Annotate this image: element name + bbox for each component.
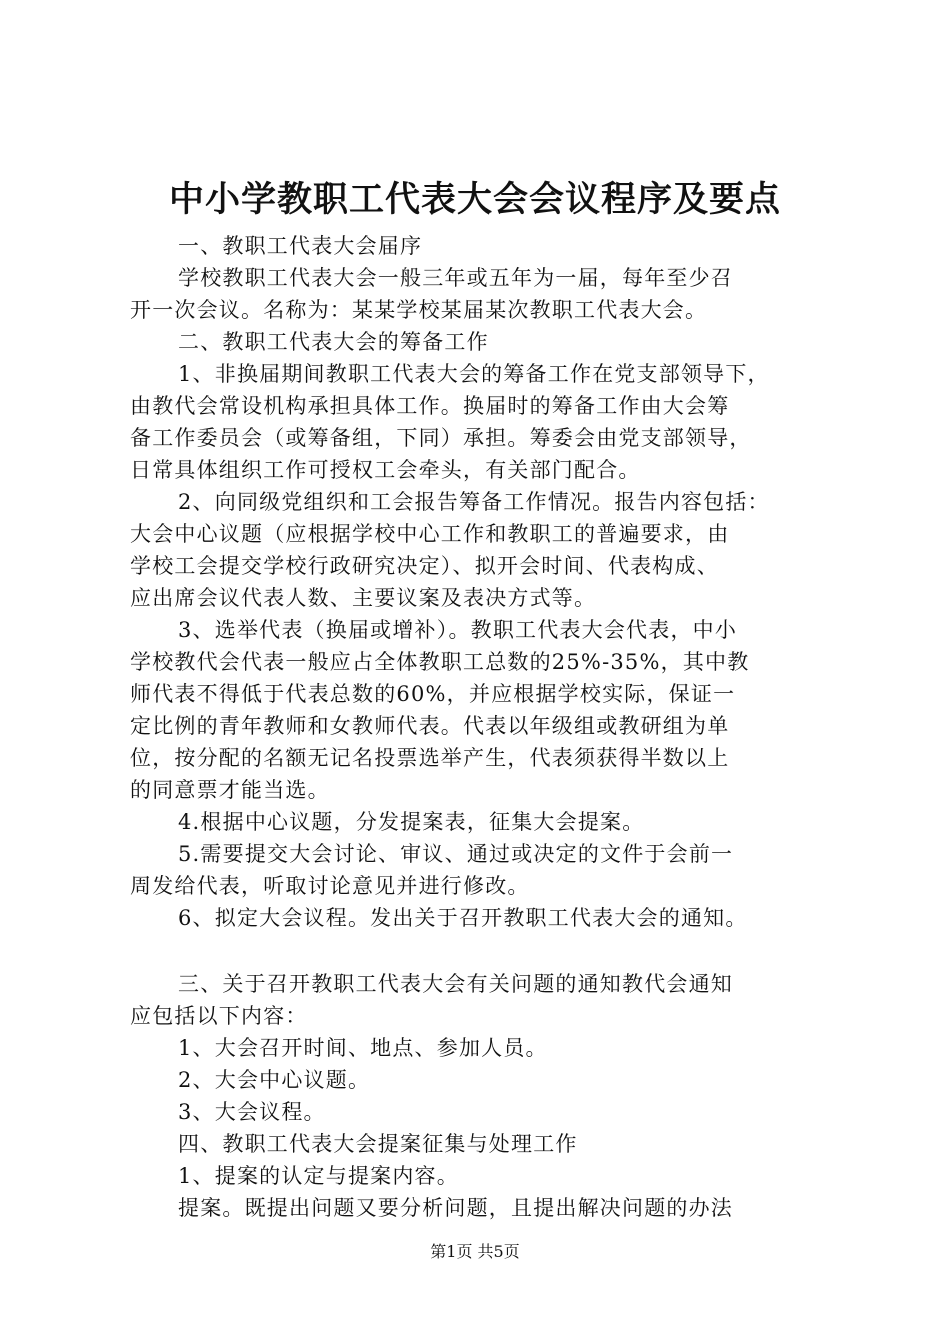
page-footer: 第1页 共5页 (430, 1242, 520, 1261)
section-heading: 二、教职工代表大会的筹备工作 (178, 330, 489, 354)
paragraph-line: 定比例的青年教师和女教师代表。代表以年级组或教研组为单 (130, 714, 730, 738)
section-heading: 三、关于召开教职工代表大会有关问题的通知教代会通知 (178, 972, 733, 996)
paragraph-line: 由教代会常设机构承担具体工作。换届时的筹备工作由大会筹 (130, 394, 730, 418)
paragraph-line: 学校工会提交学校行政研究决定）、拟开会时间、代表构成、 (130, 554, 719, 578)
document-body (130, 230, 830, 1224)
paragraph-line: 6、拟定大会议程。发出关于召开教职工代表大会的通知。 (178, 906, 748, 930)
paragraph-line: 应出席会议代表人数、主要议案及表决方式等。 (130, 586, 597, 610)
blank-line (130, 934, 830, 968)
paragraph-line: 位，按分配的名额无记名投票选举产生，代表须获得半数以上 (130, 746, 730, 770)
paragraph-line: 周发给代表，听取讨论意见并进行修改。 (130, 874, 530, 898)
paragraph-line: 备工作委员会（或筹备组，下同）承担。筹委会由党支部领导， (130, 426, 752, 450)
section-heading: 四、教职工代表大会提案征集与处理工作 (178, 1132, 578, 1156)
paragraph-line: 学校教职工代表大会一般三年或五年为一届，每年至少召 (178, 266, 733, 290)
paragraph-line: 5.需要提交大会讨论、审议、通过或决定的文件于会前一 (178, 842, 734, 866)
paragraph-line: 日常具体组织工作可授权工会牵头，有关部门配合。 (130, 458, 641, 482)
paragraph-line: 应包括以下内容： (130, 1004, 308, 1028)
paragraph-line: 大会中心议题（应根据学校中心工作和教职工的普遍要求，由 (130, 522, 730, 546)
document-title: 中小学教职工代表大会会议程序及要点 (168, 179, 781, 220)
paragraph-line: 1、非换届期间教职工代表大会的筹备工作在党支部领导下， (178, 362, 770, 386)
paragraph-line: 3、大会议程。 (178, 1100, 326, 1124)
paragraph-line: 学校教代会代表一般应占全体教职工总数的25%-35%，其中教 (130, 650, 750, 674)
paragraph-line: 2、向同级党组织和工会报告筹备工作情况。报告内容包括： (178, 490, 770, 514)
paragraph-line: 1、大会召开时间、地点、参加人员。 (178, 1036, 548, 1060)
paragraph-line: 提案。既提出问题又要分析问题，且提出解决问题的办法 (178, 1196, 733, 1220)
paragraph-line: 1、提案的认定与提案内容。 (178, 1164, 459, 1188)
paragraph-line: 2、大会中心议题。 (178, 1068, 371, 1092)
paragraph-line: 开一次会议。名称为：某某学校某届某次教职工代表大会。 (130, 298, 708, 322)
paragraph-line: 4.根据中心议题，分发提案表，征集大会提案。 (178, 810, 645, 834)
paragraph-line: 3、选举代表（换届或增补）。教职工代表大会代表，中小 (178, 618, 738, 642)
paragraph-line: 师代表不得低于代表总数的60%，并应根据学校实际，保证一 (130, 682, 736, 706)
paragraph-line: 的同意票才能当选。 (130, 778, 330, 802)
section-heading: 一、教职工代表大会届序 (178, 234, 423, 258)
